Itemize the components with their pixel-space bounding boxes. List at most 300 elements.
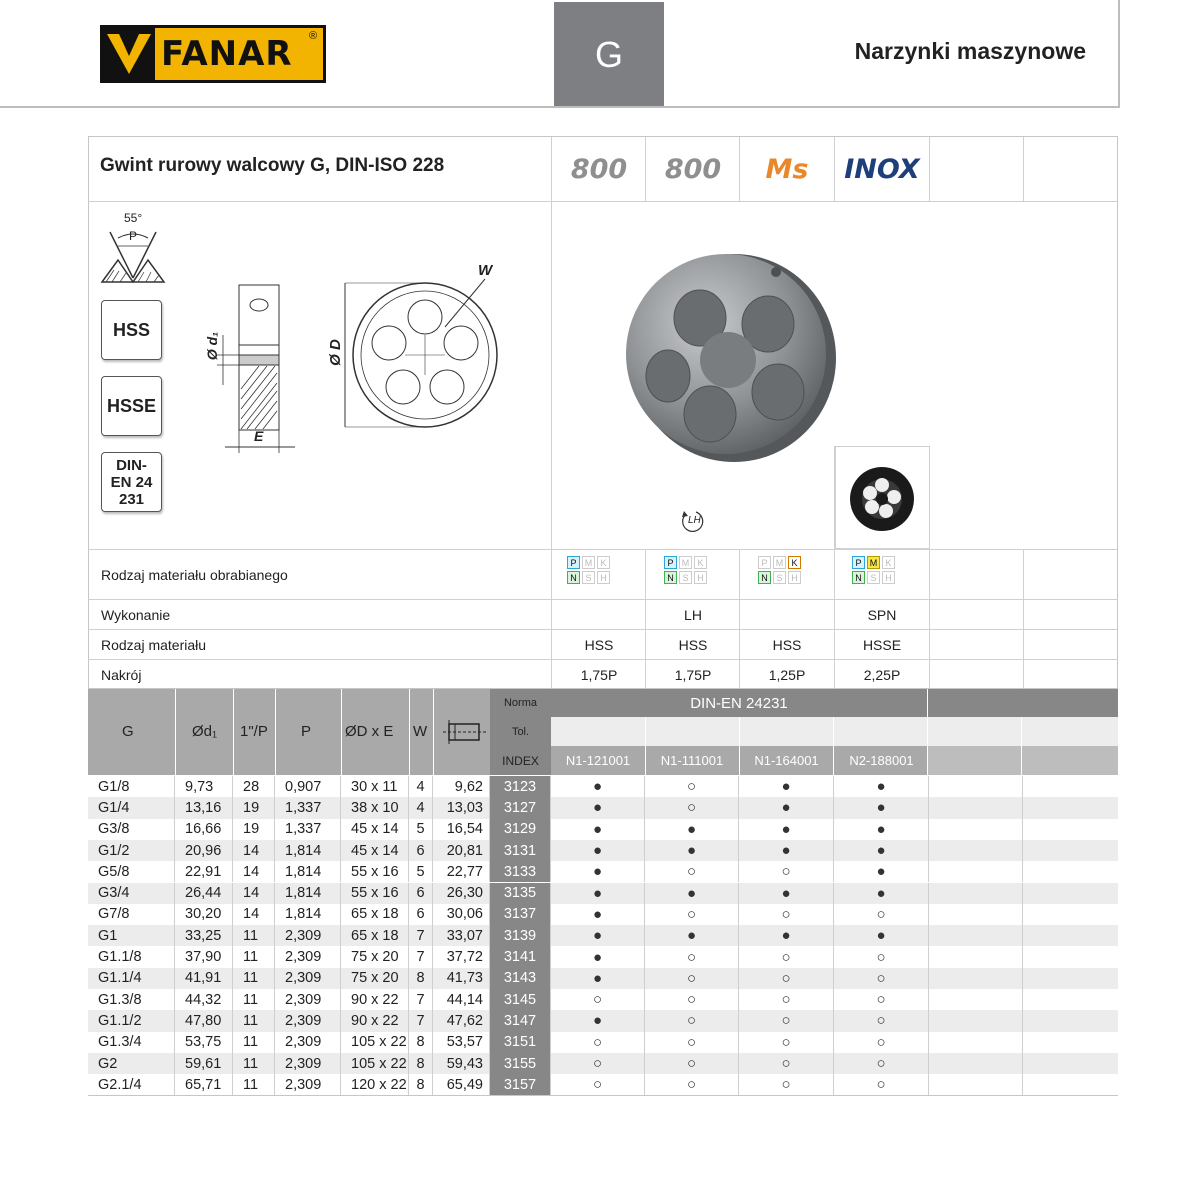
material-group-n-icon: N [758,571,771,584]
cell-g: G1/4 [88,797,175,818]
page-title: Narzynki maszynowe [854,38,1086,64]
cell-w: 8 [409,1053,433,1074]
cell-tap: 26,30 [433,883,490,904]
col-divider [1023,549,1024,689]
tol-label: Tol. [511,726,530,738]
cell-p: 2,309 [275,925,341,946]
cell-w: 5 [409,861,433,882]
col-header-w: W [413,723,428,740]
col-divider [341,689,342,775]
availability-mark: ● [645,925,739,946]
availability-mark: ● [551,883,645,904]
cell-tap: 16,54 [433,819,490,840]
cell-p: 1,814 [275,840,341,861]
cell-dxe: 45 x 14 [341,819,409,840]
availability-mark: ○ [645,1053,739,1074]
die-technical-drawing [195,265,515,455]
cell-tap: 30,06 [433,904,490,925]
availability-mark: ● [739,840,834,861]
empty-cell [1023,861,1118,882]
availability-mark: ○ [645,776,739,797]
hss-badge: HSS [101,300,162,360]
cell-dxe: 45 x 14 [341,840,409,861]
empty-cell [1023,946,1118,967]
section-letter: G [554,2,664,108]
cell-tpi: 14 [233,883,275,904]
cell-w: 7 [409,925,433,946]
index-code: N1-111001 [660,753,724,768]
cell-w: 8 [409,1074,433,1095]
cell-index: 3131 [490,840,551,861]
row-divider [88,599,1118,600]
empty-cell [1023,1053,1118,1074]
cell-p: 2,309 [275,1074,341,1095]
empty-cell [1023,819,1118,840]
empty-cell [929,1010,1023,1031]
empty-cell [929,1053,1023,1074]
empty-cell [1023,797,1118,818]
table-bottom-border [88,1095,1118,1096]
material-group-p-icon: P [664,556,677,569]
availability-mark: ● [551,819,645,840]
cell-p: 2,309 [275,1010,341,1031]
dim-d1-label: Ø d₁ [204,331,221,361]
empty-cell [1023,1074,1118,1095]
cell-tpi: 11 [233,1053,275,1074]
availability-mark: ● [551,1010,645,1031]
cell-tap: 65,49 [433,1074,490,1095]
table-row [88,1032,1118,1053]
col-divider [175,689,176,775]
cell-w: 6 [409,904,433,925]
cell-index: 3141 [490,946,551,967]
chamfer-value: 1,25P [768,667,806,683]
row-divider [88,549,1118,550]
empty-cell [929,1032,1023,1053]
cell-dxe: 105 x 22 [341,1032,409,1053]
cell-p: 2,309 [275,946,341,967]
availability-mark: ● [834,819,929,840]
cell-index: 3151 [490,1032,551,1053]
col-header-d1: Ød₁ [192,723,218,740]
empty-cell [929,989,1023,1010]
cell-w: 7 [409,946,433,967]
cell-g: G1 [88,925,175,946]
cell-tap: 37,72 [433,946,490,967]
cell-d1: 37,90 [175,946,233,967]
cell-tpi: 11 [233,989,275,1010]
cell-tpi: 14 [233,840,275,861]
material-type-label: Rodzaj materiału [101,637,207,653]
cell-tpi: 11 [233,1032,275,1053]
cell-tpi: 19 [233,819,275,840]
col-divider [927,689,928,775]
availability-mark: ○ [551,1074,645,1095]
material-group-s-icon: S [867,571,880,584]
availability-mark: ● [551,861,645,882]
cell-dxe: 30 x 11 [341,776,409,797]
norma-value: DIN-EN 24231 [690,695,788,712]
material-workpiece-label: Rodzaj materiału obrabianego [101,567,288,583]
cell-tap: 44,14 [433,989,490,1010]
din-badge: DIN-EN 24 231 [101,452,162,512]
table-row [88,946,1118,967]
brand-name: FANAR [161,34,293,74]
empty-cell [929,861,1023,882]
cell-tap: 41,73 [433,968,490,989]
cell-tap: 13,03 [433,797,490,818]
material-type-value: HSS [772,637,802,653]
index-code: N1-164001 [754,753,819,768]
cell-g: G1/8 [88,776,175,797]
availability-mark: ● [645,840,739,861]
thread-pitch-label: P [129,229,138,243]
table-row [88,776,1118,797]
cell-index: 3129 [490,819,551,840]
cell-dxe: 65 x 18 [341,925,409,946]
availability-mark: ○ [834,989,929,1010]
cell-w: 8 [409,1032,433,1053]
availability-mark: ○ [551,1053,645,1074]
cell-index: 3155 [490,1053,551,1074]
material-group-k-icon: K [694,556,707,569]
empty-cell [929,904,1023,925]
header-divider [0,106,1120,108]
empty-cell [1023,968,1118,989]
availability-mark: ● [739,797,834,818]
empty-cell [1023,989,1118,1010]
row-divider [88,629,1118,630]
col-header-g: G [122,723,134,740]
table-row [88,968,1118,989]
table-row [88,797,1118,818]
cell-dxe: 55 x 16 [341,883,409,904]
cell-g: G1/2 [88,840,175,861]
availability-mark: ● [551,904,645,925]
material-label-inox: INOX [844,154,920,185]
cell-w: 8 [409,968,433,989]
availability-mark: ○ [739,1032,834,1053]
material-group-h-icon: H [788,571,801,584]
cell-index: 3127 [490,797,551,818]
cell-tpi: 14 [233,904,275,925]
empty-cell [929,925,1023,946]
material-group-h-icon: H [694,571,707,584]
cell-d1: 41,91 [175,968,233,989]
empty-cell [1023,925,1118,946]
cell-p: 1,814 [275,904,341,925]
cell-d1: 53,75 [175,1032,233,1053]
material-group-icons [566,555,614,585]
material-group-k-icon: K [882,556,895,569]
table-row [88,989,1118,1010]
fanar-logo [100,25,326,83]
col-header-p: P [301,723,312,740]
material-group-p-icon: P [852,556,865,569]
availability-mark: ○ [739,946,834,967]
material-group-p-icon: P [758,556,771,569]
cell-d1: 20,96 [175,840,233,861]
material-type-value: HSSE [862,637,902,653]
cell-index: 3157 [490,1074,551,1095]
index-code: N1-121001 [565,753,631,768]
empty-cell [929,797,1023,818]
col-divider [233,689,234,775]
cell-dxe: 55 x 16 [341,861,409,882]
cell-tpi: 28 [233,776,275,797]
logo-v-mark [103,28,155,80]
availability-mark: ● [645,883,739,904]
empty-cell [929,946,1023,967]
cell-tpi: 11 [233,1074,275,1095]
cell-index: 3139 [490,925,551,946]
cell-g: G1.1/4 [88,968,175,989]
material-label-steel: 800 [570,154,628,185]
cell-tpi: 11 [233,968,275,989]
cell-index: 3123 [490,776,551,797]
table-row [88,1074,1118,1095]
col-divider [433,689,434,775]
table-row [88,1053,1118,1074]
execution-label: Wykonanie [101,607,171,623]
material-group-k-icon: K [597,556,610,569]
row-divider [88,201,1118,202]
availability-mark: ● [834,840,929,861]
cell-dxe: 120 x 22 [341,1074,409,1095]
inox-die-photo [835,446,930,549]
availability-mark: ○ [739,904,834,925]
die-product-photo [610,248,850,468]
cell-g: G1.1/2 [88,1010,175,1031]
cell-dxe: 75 x 20 [341,946,409,967]
table-row [88,904,1118,925]
cell-dxe: 105 x 22 [341,1053,409,1074]
index-code: N2-188001 [849,753,914,768]
cell-g: G2 [88,1053,175,1074]
cell-tap: 33,07 [433,925,490,946]
availability-mark: ● [551,776,645,797]
availability-mark: ○ [834,1074,929,1095]
cell-dxe: 90 x 22 [341,989,409,1010]
cell-d1: 9,73 [175,776,233,797]
cell-index: 3145 [490,989,551,1010]
cell-w: 6 [409,840,433,861]
availability-mark: ○ [834,1032,929,1053]
empty-cell [929,1074,1023,1095]
cell-d1: 22,91 [175,861,233,882]
material-group-s-icon: S [773,571,786,584]
material-group-h-icon: H [597,571,610,584]
cell-tap: 53,57 [433,1032,490,1053]
cell-g: G1.3/4 [88,1032,175,1053]
availability-mark: ● [551,925,645,946]
material-group-n-icon: N [567,571,580,584]
material-label-steel-2: 800 [664,154,722,185]
cell-g: G5/8 [88,861,175,882]
cell-d1: 44,32 [175,989,233,1010]
table-row [88,1010,1118,1031]
material-group-n-icon: N [852,571,865,584]
empty-cell [929,968,1023,989]
cell-d1: 47,80 [175,1010,233,1031]
empty-cell [929,819,1023,840]
availability-mark: ● [834,776,929,797]
cell-w: 5 [409,819,433,840]
availability-mark: ○ [551,1032,645,1053]
availability-mark: ○ [645,946,739,967]
table-row [88,883,1118,904]
col-divider [275,689,276,775]
material-group-s-icon: S [582,571,595,584]
table-row [88,819,1118,840]
table-row [88,861,1118,882]
registered-mark: ® [309,30,318,42]
cell-index: 3137 [490,904,551,925]
col-divider [833,717,834,775]
availability-mark: ● [834,861,929,882]
availability-mark: ● [551,840,645,861]
cell-index: 3147 [490,1010,551,1031]
execution-value: LH [684,607,702,623]
cell-d1: 33,25 [175,925,233,946]
cell-tap: 22,77 [433,861,490,882]
empty-cell [1023,883,1118,904]
col-header-dxe: ØD x E [345,723,394,740]
cell-d1: 65,71 [175,1074,233,1095]
col-header-tpi: 1"/P [240,723,268,740]
cell-tpi: 14 [233,861,275,882]
col-divider [929,137,930,201]
availability-mark: ● [739,819,834,840]
col-divider [409,689,410,775]
cell-dxe: 65 x 18 [341,904,409,925]
empty-cell [1023,1032,1118,1053]
availability-mark: ○ [645,904,739,925]
tap-drill-icon [441,718,489,746]
availability-mark: ○ [739,1053,834,1074]
empty-cell [929,883,1023,904]
cell-dxe: 75 x 20 [341,968,409,989]
availability-mark: ○ [739,1074,834,1095]
cell-index: 3135 [490,883,551,904]
cell-p: 2,309 [275,989,341,1010]
material-group-p-icon: P [567,556,580,569]
hsse-badge: HSSE [101,376,162,436]
availability-mark: ● [551,968,645,989]
cell-w: 4 [409,797,433,818]
availability-mark: ● [834,883,929,904]
availability-mark: ○ [645,861,739,882]
empty-cell [1023,776,1118,797]
material-group-icons [663,555,711,585]
availability-mark: ○ [645,797,739,818]
execution-value: SPN [867,607,897,623]
cell-p: 2,309 [275,1053,341,1074]
cell-d1: 16,66 [175,819,233,840]
empty-cell [929,840,1023,861]
chamfer-value: 1,75P [580,667,618,683]
cell-d1: 30,20 [175,904,233,925]
col-divider [929,446,930,689]
material-label-brass: Ms [765,154,809,185]
col-divider [551,137,552,689]
availability-mark: ● [551,797,645,818]
cell-dxe: 38 x 10 [341,797,409,818]
cell-g: G2.1/4 [88,1074,175,1095]
material-group-s-icon: S [679,571,692,584]
table-header-left [88,689,490,775]
availability-mark: ● [739,776,834,797]
material-group-h-icon: H [882,571,895,584]
availability-mark: ○ [834,1010,929,1031]
material-group-m-icon: M [679,556,692,569]
cell-g: G3/8 [88,819,175,840]
tol-bar [551,717,1118,746]
cell-p: 2,309 [275,968,341,989]
cell-tpi: 11 [233,1010,275,1031]
availability-mark: ○ [834,946,929,967]
cell-tpi: 11 [233,925,275,946]
chamfer-label: Nakrój [101,667,142,683]
material-group-m-icon: M [582,556,595,569]
availability-mark: ○ [739,968,834,989]
material-group-m-icon: M [867,556,880,569]
material-type-value: HSS [584,637,614,653]
availability-mark: ○ [739,989,834,1010]
table-row [88,925,1118,946]
availability-mark: ○ [739,1010,834,1031]
table-row [88,840,1118,861]
cell-w: 4 [409,776,433,797]
col-divider [645,717,646,775]
cell-p: 1,337 [275,797,341,818]
availability-mark: ○ [551,989,645,1010]
cell-p: 1,814 [275,861,341,882]
cell-p: 0,907 [275,776,341,797]
chamfer-value: 2,25P [863,667,901,683]
cell-p: 1,814 [275,883,341,904]
availability-mark: ○ [834,904,929,925]
col-divider [1021,717,1022,775]
cell-p: 2,309 [275,1032,341,1053]
thread-angle-label: 55° [124,211,143,225]
empty-cell [929,776,1023,797]
availability-mark: ● [834,925,929,946]
empty-cell [1023,1010,1118,1031]
cell-g: G1.3/8 [88,989,175,1010]
dim-w-label: W [478,262,493,279]
availability-mark: ○ [645,1032,739,1053]
product-title: Gwint rurowy walcowy G, DIN-ISO 228 [100,155,445,176]
cell-w: 6 [409,883,433,904]
availability-mark: ● [551,946,645,967]
material-group-icons [757,555,805,585]
availability-mark: ○ [834,968,929,989]
cell-index: 3143 [490,968,551,989]
material-group-m-icon: M [773,556,786,569]
col-divider [739,717,740,775]
chamfer-value: 1,75P [674,667,712,683]
cell-tap: 47,62 [433,1010,490,1031]
col-divider [1023,137,1024,201]
lh-symbol-label: LH [688,515,701,526]
cell-g: G7/8 [88,904,175,925]
cell-tap: 9,62 [433,776,490,797]
cell-tap: 20,81 [433,840,490,861]
availability-mark: ○ [645,1010,739,1031]
material-group-icons [851,555,899,585]
cell-d1: 59,61 [175,1053,233,1074]
